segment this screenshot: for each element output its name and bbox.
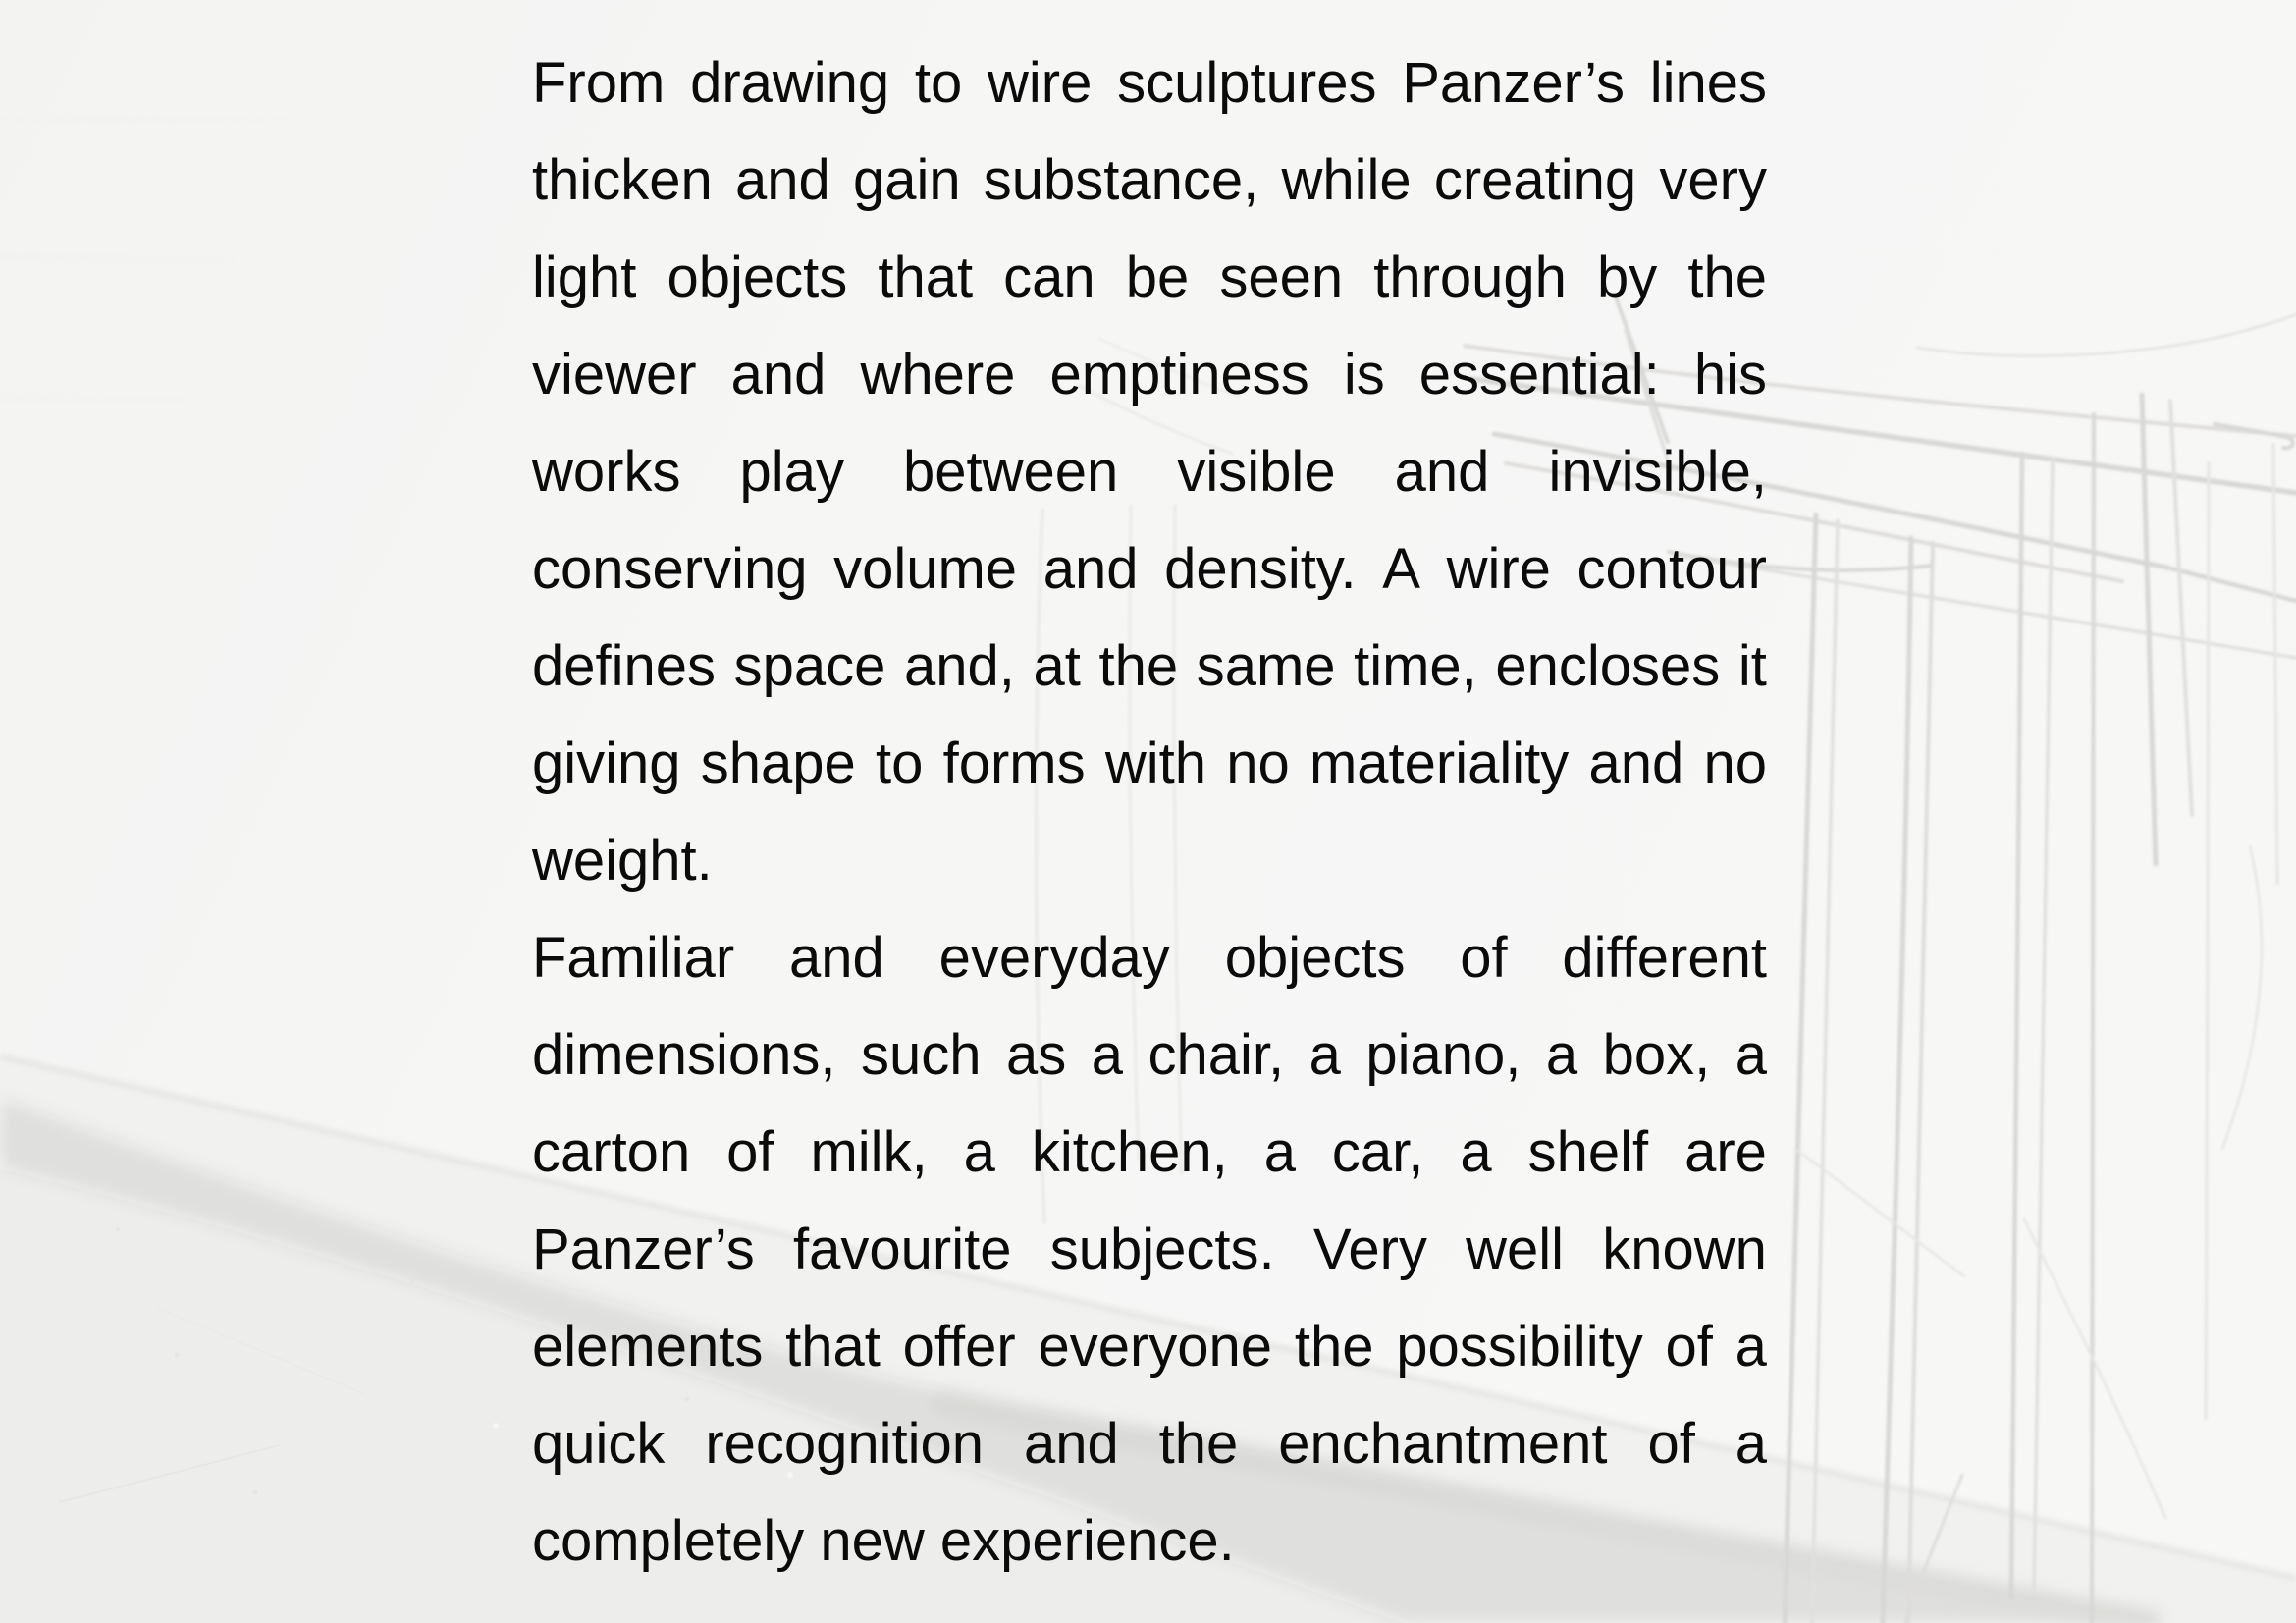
text-line: quick recognition and the enchantment of a <box>532 1412 1767 1476</box>
text-line: From drawing to wire sculptures Panzer’s lines <box>532 51 1767 115</box>
text-line-paragraph-end: completely new experience. <box>532 1509 1235 1573</box>
text-line: carton of milk, a kitchen, a car, a shelf are <box>532 1120 1767 1184</box>
text-line: Familiar and everyday objects of different <box>532 926 1767 990</box>
text-line: thicken and gain substance, while creating very <box>532 148 1767 212</box>
text-line: light objects that can be seen through by the <box>532 245 1767 309</box>
text-line: viewer and where emptiness is essential: his <box>532 343 1767 406</box>
text-line: giving shape to forms with no materiality and no <box>532 731 1767 795</box>
text-line: works play between visible and invisible, <box>532 440 1767 504</box>
text-line: Panzer’s favourite subjects. Very well known <box>532 1217 1767 1281</box>
text-line-paragraph-end: weight. <box>532 829 713 893</box>
article-text <box>532 34 1767 1590</box>
wire-post <box>2091 414 2094 1623</box>
text-line: conserving volume and density. A wire contour <box>532 537 1767 601</box>
text-line: dimensions, such as a chair, a piano, a box, a <box>532 1023 1767 1087</box>
text-line: elements that offer everyone the possibility of a <box>532 1315 1767 1379</box>
text-line: defines space and, at the same time, encloses it <box>532 634 1767 698</box>
